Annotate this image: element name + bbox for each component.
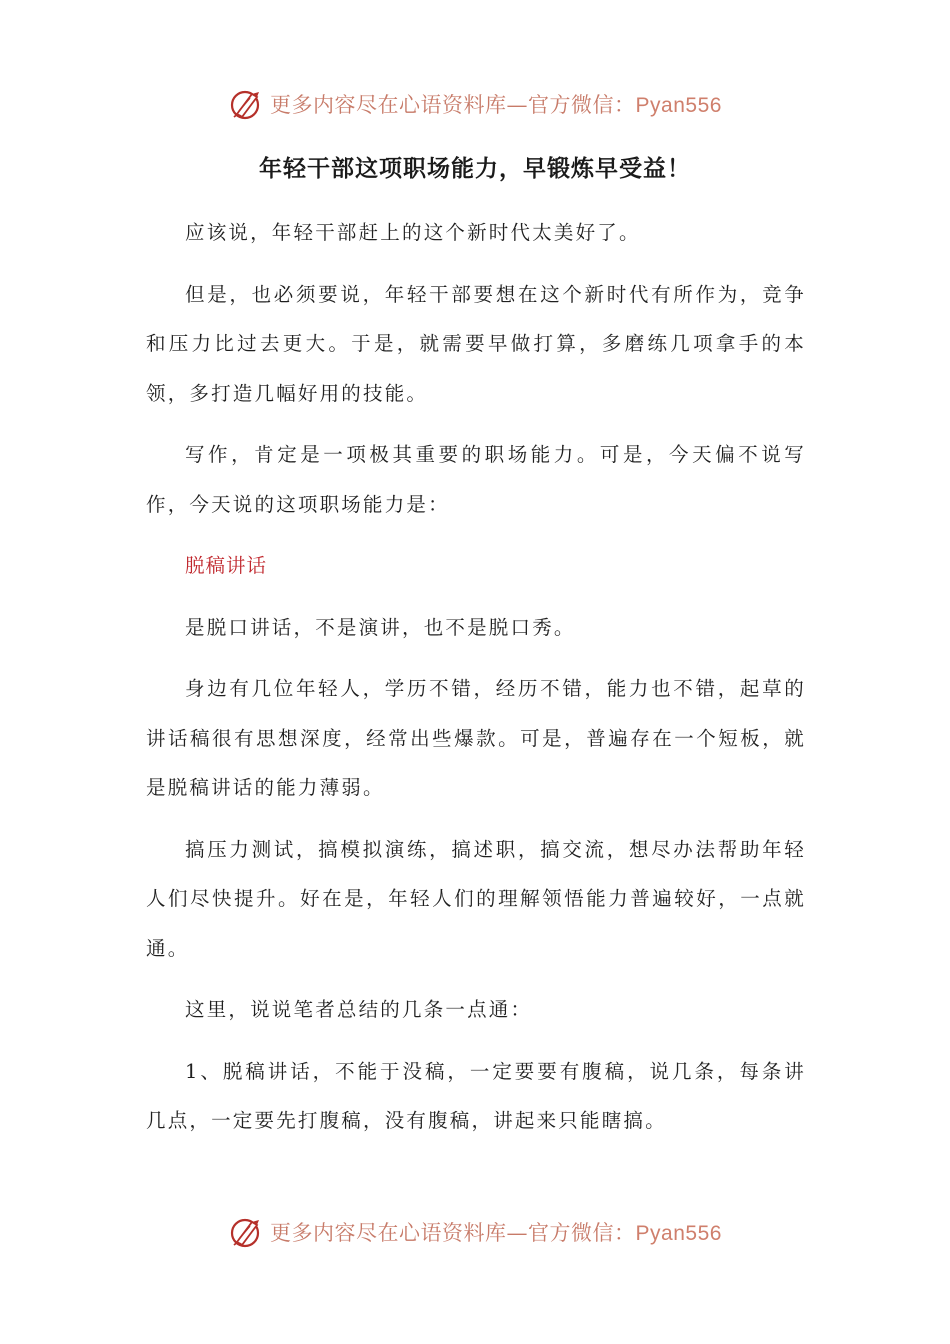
document-body [146,208,806,1158]
paragraph: 是脱口讲话，不是演讲，也不是脱口秀。 [185,615,576,639]
document-title: 年轻干部这项职场能力，早锻炼早受益！ [259,156,691,182]
section-heading: 脱稿讲话 [185,554,268,577]
paragraph: 这里，说说笔者总结的几条一点通： [185,998,533,1021]
paragraph: 写作，肯定是一项极其重要的职场能力。可是，今天偏不说写作，今天说的这项职场能力是： [146,443,806,516]
pen-nib-logo-icon [228,86,264,122]
pen-nib-logo-icon [228,1214,264,1250]
wechat-id: Pyan556 [635,94,722,117]
paragraph: 应该说，年轻干部赶上的这个新时代太美好了。 [185,221,641,244]
paragraph: 搞压力测试，搞模拟演练，搞述职，搞交流，想尽办法帮助年轻人们尽快提升。好在是，年轻人们的理解领悟能力普遍较好，一点就通。 [146,837,806,960]
paragraph: 但是，也必须要说，年轻干部要想在这个新时代有所作为，竞争和压力比过去更大。于是，就需要早做打算，多磨练几项拿手的本领，多打造几幅好用的技能。 [146,282,806,405]
watermark-text: 更多内容尽在心语资料库—官方微信：Pyan556 [270,1221,722,1245]
list-item: 1、脱稿讲话，不能于没稿，一定要要有腹稿，说几条，每条讲几点，一定要先打腹稿，没有腹稿，讲起来只能瞎搞。 [146,1059,806,1132]
watermark-text: 更多内容尽在心语资料库—官方微信：Pyan556 [270,93,722,117]
watermark-banner-bottom [0,1212,950,1252]
wechat-id: Pyan556 [635,1222,722,1245]
watermark-banner-top [0,84,950,124]
paragraph: 身边有几位年轻人，学历不错，经历不错，能力也不错，起草的讲话稿很有思想深度，经常出些爆款。可是，普遍存在一个短板，就是脱稿讲话的能力薄弱。 [146,677,806,799]
